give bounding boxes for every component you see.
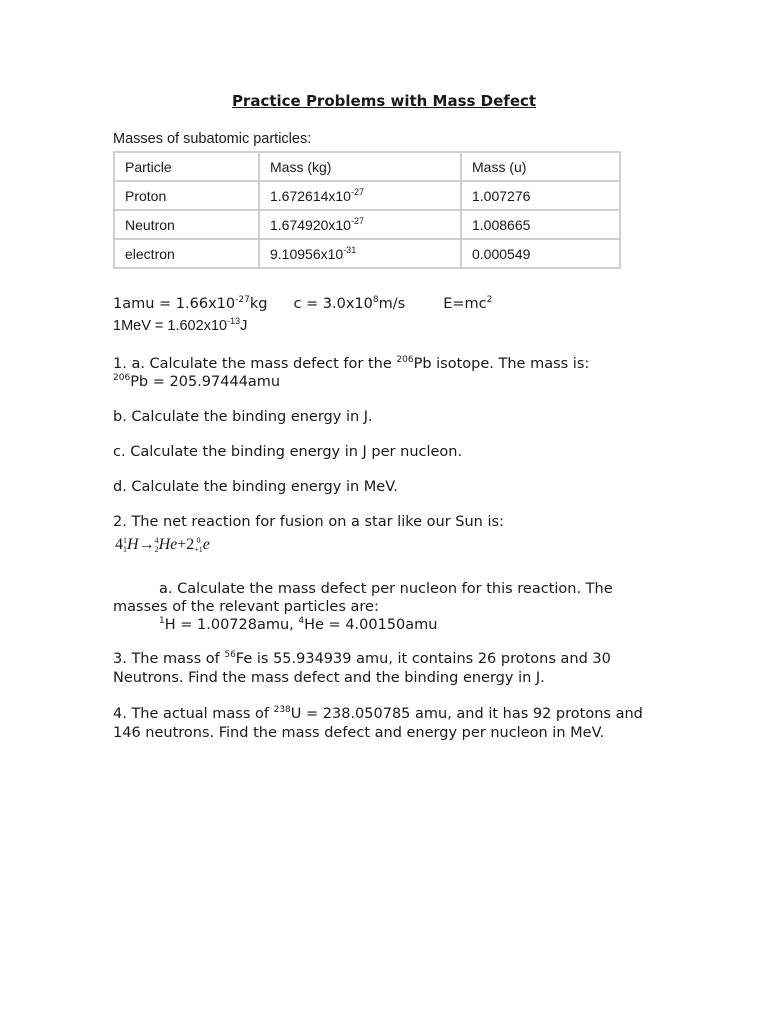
column-header: Particle <box>114 152 259 181</box>
problem-1d: d. Calculate the binding energy in MeV. <box>113 479 398 495</box>
mass-u-cell: 1.007276 <box>461 181 620 210</box>
problem-1a-mass <box>113 374 280 390</box>
mass-u-cell: 1.008665 <box>461 210 620 239</box>
particle-cell: Neutron <box>114 210 259 239</box>
table-row <box>114 210 620 239</box>
equation-coefficient: 4 <box>115 536 123 553</box>
mass-number: 0 <box>196 536 201 546</box>
isotope-mass-number: 56 <box>224 650 236 660</box>
problem-1c: c. Calculate the binding energy in J per nucleon. <box>113 444 463 460</box>
isotope-mass-number: 238 <box>273 705 291 715</box>
column-header: Mass (u) <box>461 152 620 181</box>
speed-of-light-constant: c = 3.0x10 <box>293 296 373 312</box>
exponent: -13 <box>227 316 241 326</box>
problem-3-line1 <box>113 651 611 667</box>
problem-text: H = 1.00728amu, <box>164 617 299 633</box>
problem-text: He = 4.00150amu <box>304 617 438 633</box>
unit: m/s <box>378 296 406 312</box>
table-row <box>114 181 620 210</box>
problem-1b: b. Calculate the binding energy in J. <box>113 409 373 425</box>
problem-text: U = 238.050785 amu, and it has 92 protons and <box>290 706 643 722</box>
table-row <box>114 239 620 268</box>
isotope-mass-number: 4 <box>298 616 305 626</box>
particle-mass-table <box>113 151 621 269</box>
mass-kg-value: 9.10956x10 <box>270 245 344 262</box>
atomic-number: 2 <box>154 545 159 555</box>
page-title: Practice Problems with Mass Defect <box>231 92 537 110</box>
mass-kg-cell <box>259 210 461 239</box>
problem-4-line2: 146 neutrons. Find the mass defect and energy per nucleon in MeV. <box>113 725 605 741</box>
table-header-row <box>114 152 620 181</box>
mass-number: 1 <box>123 536 127 546</box>
column-header: Mass (kg) <box>259 152 461 181</box>
problem-4-line1 <box>113 706 643 722</box>
hydrogen-symbol: H <box>127 536 139 553</box>
charge-number: +1 <box>194 545 203 555</box>
mass-kg-exponent: -27 <box>350 215 364 226</box>
mass-kg-exponent: -27 <box>350 186 364 197</box>
problem-2a-line2: masses of the relevant particles are: <box>113 599 379 615</box>
problem-text: Pb = 205.97444amu <box>130 374 281 390</box>
positron-numbers <box>194 536 203 554</box>
problem-text: 3. The mass of <box>113 651 225 667</box>
mass-kg-value: 1.672614x10 <box>270 187 351 204</box>
particle-cell: Proton <box>114 181 259 210</box>
fusion-equation <box>115 536 210 554</box>
equation-plus-coefficient: +2 <box>177 536 195 553</box>
mass-energy-equation: E=mc <box>443 296 487 312</box>
helium-symbol: He <box>158 536 178 553</box>
positron-symbol: e <box>202 536 210 553</box>
mass-u-cell: 0.000549 <box>461 239 620 268</box>
exponent: 8 <box>372 295 379 305</box>
problem-text: 1. a. Calculate the mass defect for the <box>113 356 397 372</box>
constants-line <box>113 296 492 312</box>
isotope-mass-number: 206 <box>396 355 414 365</box>
exponent: 2 <box>486 295 493 305</box>
unit: kg <box>249 296 268 312</box>
exponent: -27 <box>235 295 250 305</box>
mev-constant-line <box>113 318 247 334</box>
mass-kg-value: 1.674920x10 <box>270 216 351 233</box>
table-caption: Masses of subatomic particles: <box>113 131 312 147</box>
amu-constant: 1amu = 1.66x10 <box>113 296 236 312</box>
mass-number: 4 <box>154 536 159 546</box>
mev-constant: 1MeV = 1.602x10 <box>113 318 228 334</box>
isotope-mass-number: 206 <box>113 373 131 383</box>
isotope-mass-number: 1 <box>159 616 165 626</box>
problem-2a-masses <box>113 617 437 633</box>
particle-cell: electron <box>114 239 259 268</box>
problem-3-line2: Neutrons. Find the mass defect and the binding energy in J. <box>113 670 545 686</box>
atomic-number: 1 <box>123 545 127 555</box>
mass-kg-cell <box>259 181 461 210</box>
mass-kg-cell <box>259 239 461 268</box>
problem-1a <box>113 356 589 372</box>
reaction-arrow: → <box>138 536 155 553</box>
problem-text: Fe is 55.934939 amu, it contains 26 protons and 30 <box>235 651 611 667</box>
problem-text: 4. The actual mass of <box>113 706 274 722</box>
mass-kg-exponent: -31 <box>343 244 357 255</box>
problem-2: 2. The net reaction for fusion on a star like our Sun is: <box>113 514 504 530</box>
unit: J <box>240 318 248 334</box>
problem-2a-line1: a. Calculate the mass defect per nucleon for this reaction. The <box>159 581 613 597</box>
problem-text: Pb isotope. The mass is: <box>413 356 590 372</box>
